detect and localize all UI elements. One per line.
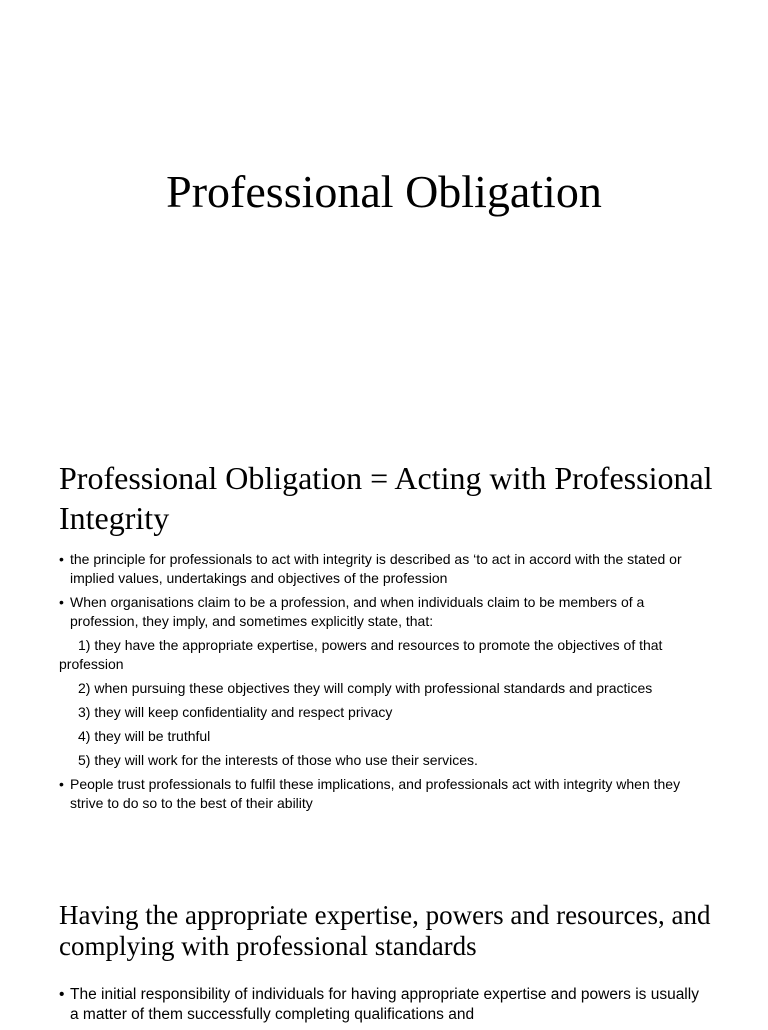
integrity-slide [0, 432, 768, 864]
numbered-item: 5) they will work for the interests of those who use their services. [78, 752, 478, 768]
bullet-text: The initial responsibility of individuals for having appropriate expertise and powers is usually a matter of them successfully completing qualifications and [70, 986, 699, 1023]
bullet-list [59, 550, 709, 818]
bullet-marker: • [59, 986, 65, 1003]
slide-heading: Professional Obligation = Acting with Professional Integrity [59, 460, 713, 536]
bullet-marker: • [59, 594, 64, 610]
numbered-item: 1) they have the appropriate expertise, powers and resources to promote the objectives of that profession [59, 637, 663, 672]
bullet-item [59, 985, 709, 1025]
bullet-list [59, 985, 709, 1030]
bullet-item [59, 550, 709, 588]
numbered-item: 4) they will be truthful [78, 728, 211, 744]
slide-title: Professional Obligation [166, 166, 602, 217]
bullet-text: People trust professionals to fulfil these implications, and professionals act with integrity when they strive to do so to the best of their ability [70, 776, 681, 811]
expertise-slide [0, 864, 768, 1024]
title-slide [0, 0, 768, 432]
slide-heading: Having the appropriate expertise, powers and resources, and complying with professional standards [59, 900, 711, 961]
bullet-text: the principle for professionals to act with integrity is described as ‘to act in accord with the stated or implied values, undertakings and objectives of the profession [70, 551, 682, 586]
bullet-text: When organisations claim to be a profession, and when individuals claim to be members of a profession, they imply, and sometimes explicitly state, that: [70, 594, 645, 629]
bullet-marker: • [59, 551, 64, 567]
bullet-item [59, 593, 709, 631]
bullet-marker: • [59, 776, 64, 792]
bullet-item [59, 775, 709, 813]
numbered-item: 3) they will keep confidentiality and respect privacy [78, 704, 393, 720]
numbered-item: 2) when pursuing these objectives they will comply with professional standards and practices [78, 680, 653, 696]
